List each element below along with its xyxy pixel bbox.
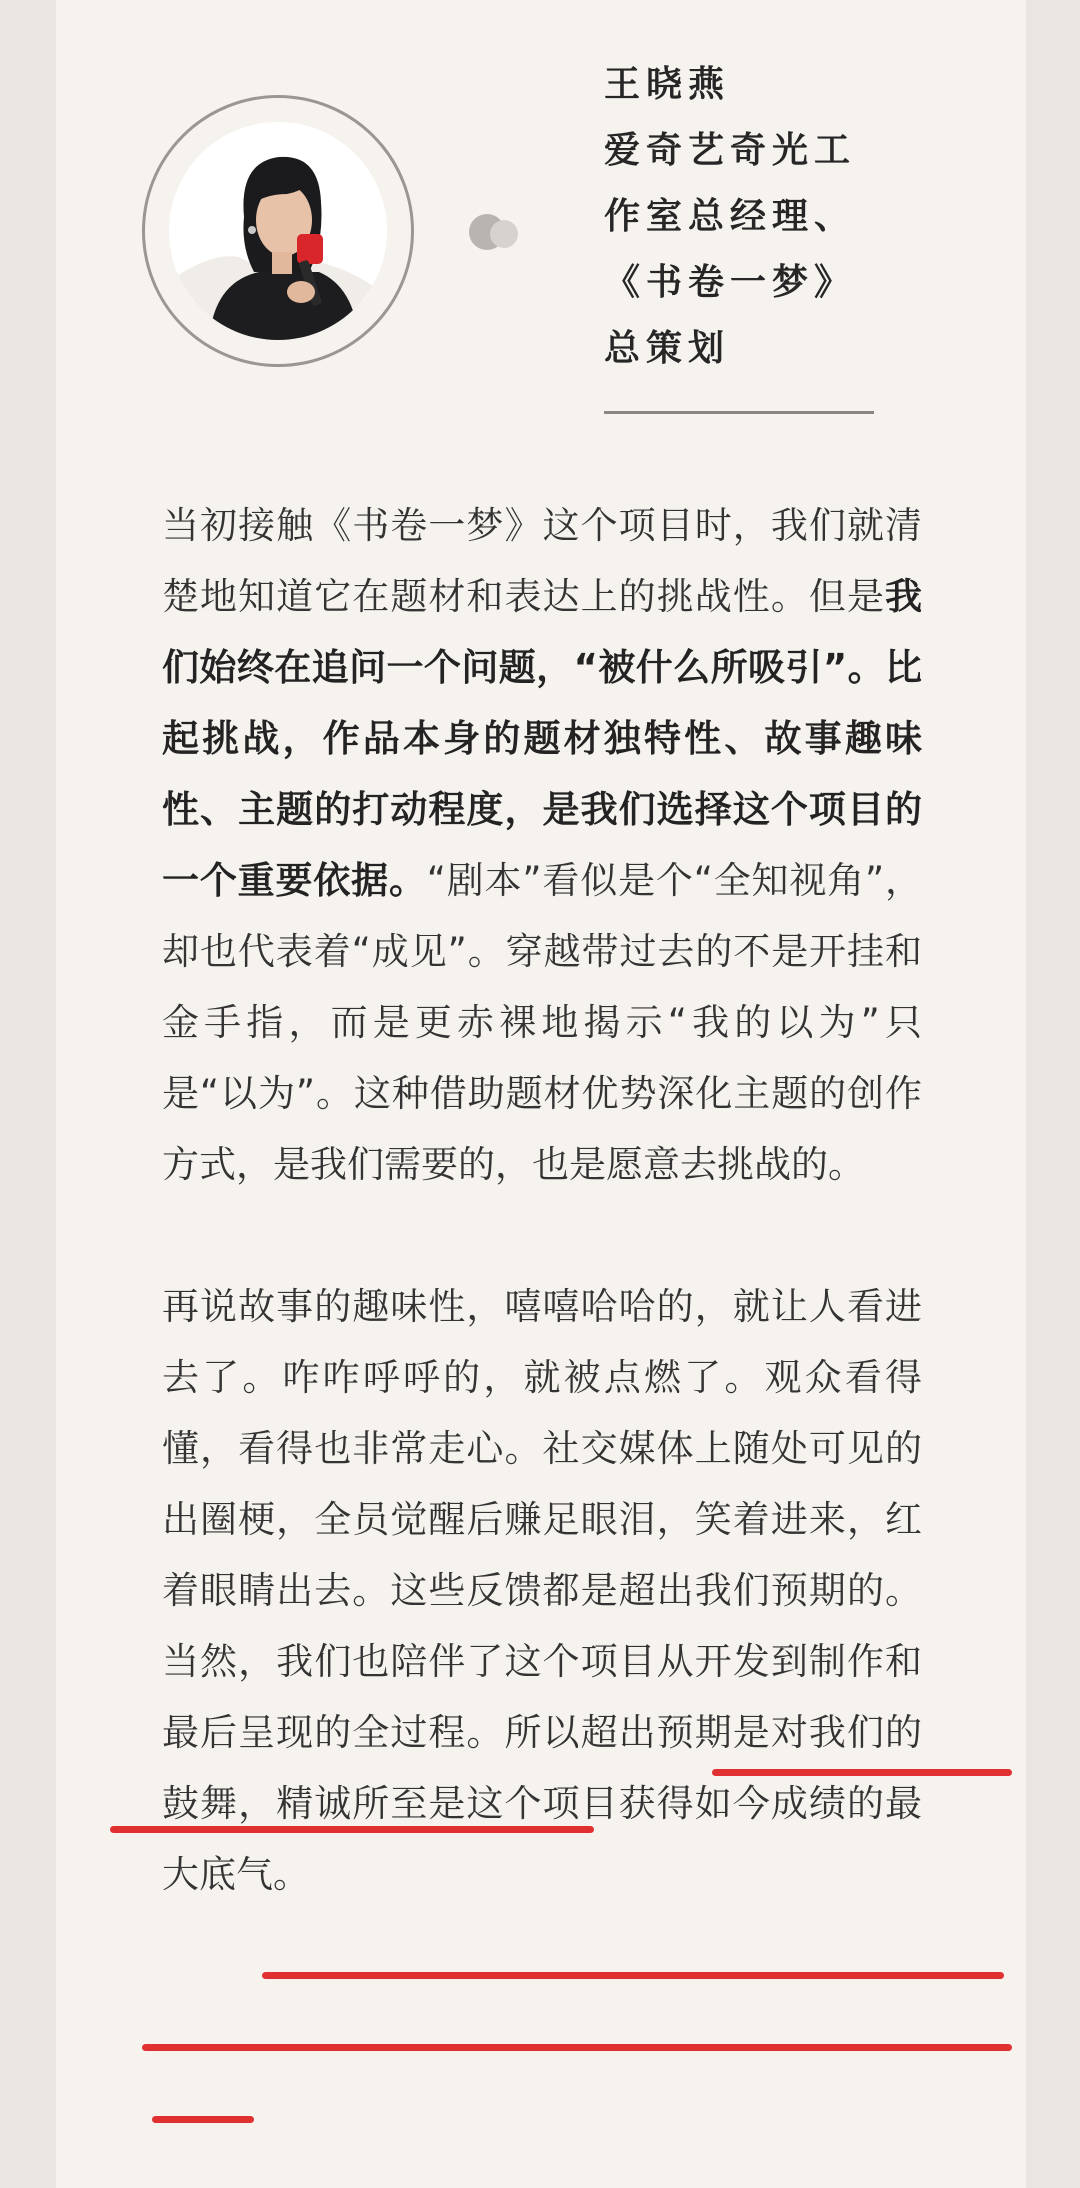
highlight-underline xyxy=(142,2044,1012,2051)
highlight-underline xyxy=(152,2116,254,2123)
paragraph-2: 再说故事的趣味性，嘻嘻哈哈的，就让人看进去了。咋咋呼呼的，就被点燃了。观众看得懂，看得也非常走心。社交媒体上随处可见的出圈梗，全员觉醒后赚足眼泪，笑着进来，红着眼睛出去。这些反馈都是超出我们预期的。当然，我们也陪伴了这个项目从开发到制作和最后呈现的全过程。所以超出预期是对我们的鼓舞，精诚所至是这个项目获得如今成绩的最大底气。 xyxy=(162,1285,922,1896)
paragraph-1-text: “剧本”看似是个“全知视角”，却也代表着“成见”。穿越带过去的不是开挂和金手指，而是更赤裸地揭示“我的以为”只是“以为”。这种借助题材优势深化主题的创作方式，是我们需要的，也是愿意去挑战的。 xyxy=(162,859,922,1186)
divider xyxy=(604,411,874,414)
avatar-photo xyxy=(169,122,387,340)
author-header xyxy=(56,0,1026,440)
article-card xyxy=(56,0,1026,2188)
paragraph-1 xyxy=(162,490,922,1200)
paragraph-1-bold-text: 我们始终在追问一个问题，“被什么所吸引”。比起挑战，作品本身的题材独特性、故事趣味性、主题的打动程度，是我们选择这个项目的一个重要依据。 xyxy=(162,575,922,902)
author-title-line: 爱奇艺奇光工 xyxy=(604,130,857,171)
author-name: 王晓燕 xyxy=(604,64,731,105)
portrait-illustration xyxy=(169,122,387,340)
author-title-line: 《书卷一梦》 xyxy=(604,262,857,303)
author-title-line: 作室总经理、 xyxy=(604,196,857,237)
highlight-underline xyxy=(110,1826,594,1833)
paragraph-spacer xyxy=(162,1200,922,1271)
highlight-underline xyxy=(712,1769,1012,1776)
author-title-line: 总策划 xyxy=(604,328,731,369)
article-body xyxy=(162,490,922,1910)
speech-bubble-icon xyxy=(466,208,524,256)
author-info xyxy=(604,52,924,382)
paragraph-1-text: 当初接触《书卷一梦》这个项目时，我们就清楚地知道它在题材和表达上的挑战性。但是 xyxy=(162,504,922,618)
avatar xyxy=(142,95,414,367)
highlight-underline xyxy=(262,1972,1004,1979)
